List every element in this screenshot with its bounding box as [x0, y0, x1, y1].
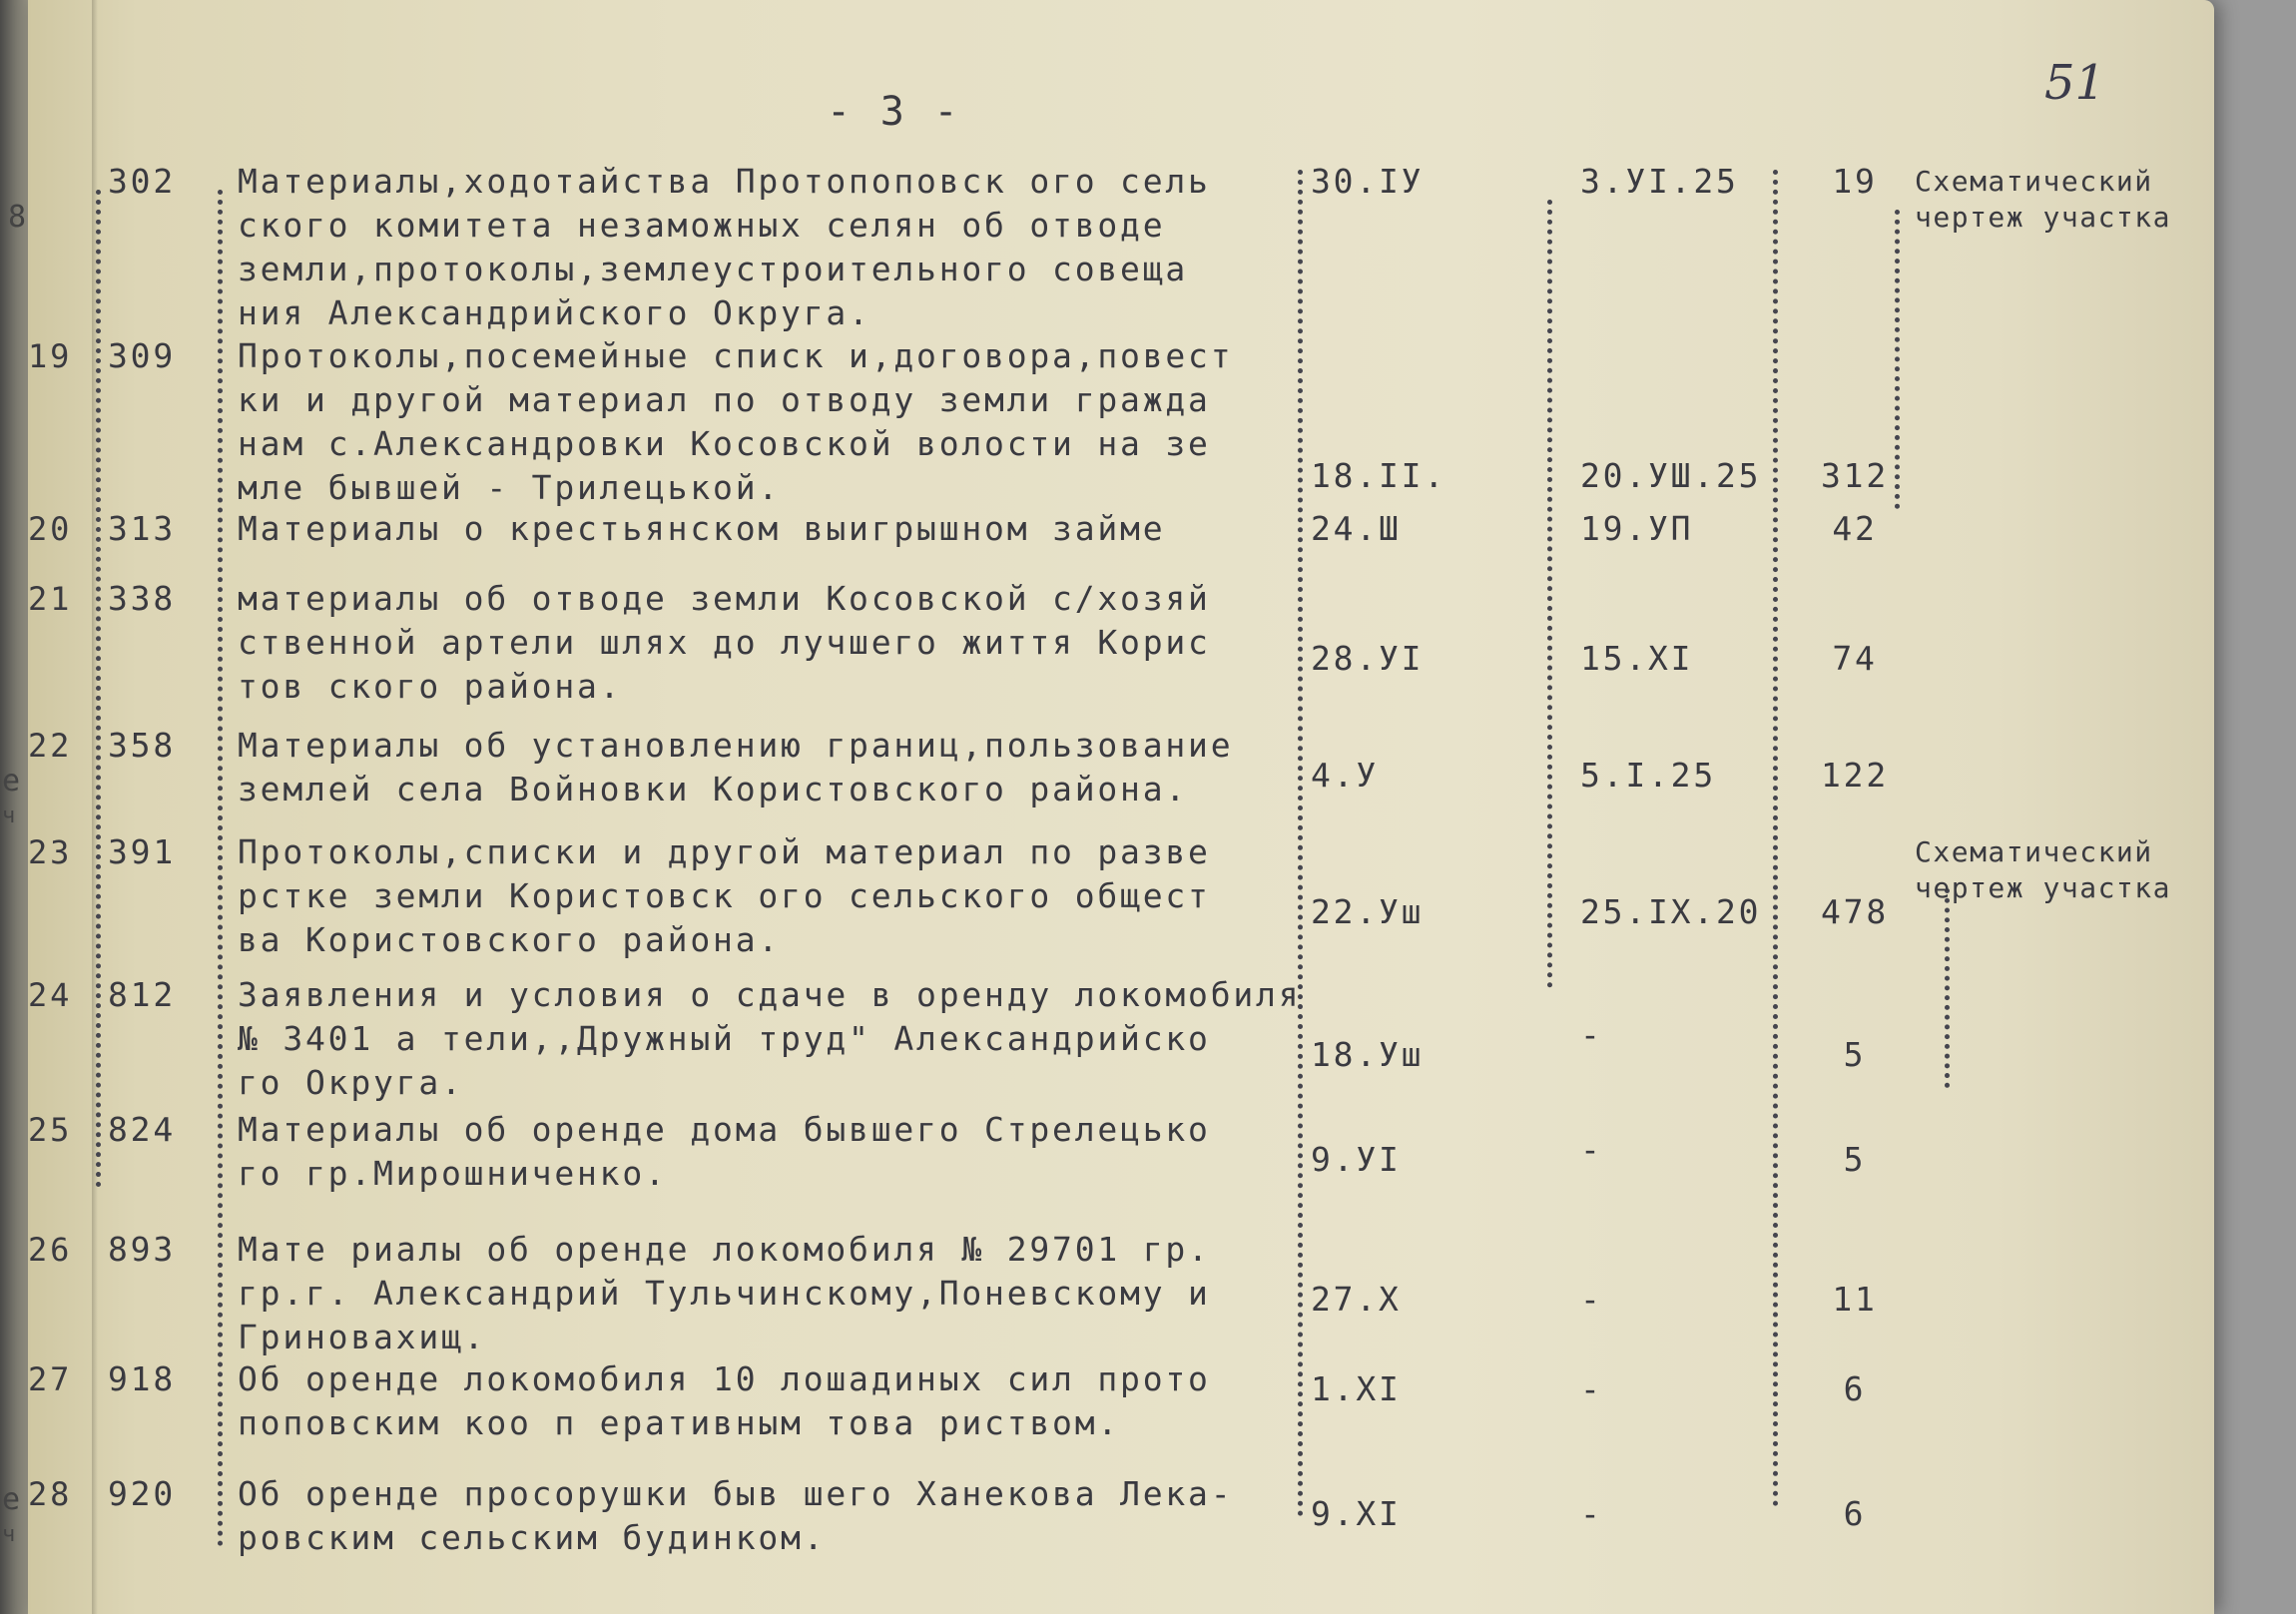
row-start-date: 27.X	[1311, 1280, 1402, 1319]
row-description-line: Материалы об оренде дома бывшего Стрелецько	[238, 1110, 1211, 1149]
row-description-line: Протоколы,списки и другой материал по разве	[238, 832, 1211, 871]
row-start-date: 4.У	[1311, 756, 1380, 795]
edge-mark: e	[2, 764, 21, 799]
row-sheet-count: 5	[1843, 1035, 1867, 1074]
row-sheet-count: 42	[1832, 509, 1878, 548]
row-start-date: 18.Уш	[1311, 1035, 1425, 1074]
row-sheet-count: 6	[1843, 1494, 1867, 1533]
column-separator	[1547, 200, 1552, 988]
row-description-line: Материалы об установлению границ,пользование	[238, 726, 1234, 765]
row-case-number: 812	[108, 975, 177, 1014]
row-note-line: Схематический	[1915, 165, 2153, 198]
row-sheet-count: 19	[1832, 162, 1878, 201]
row-note-line: чертеж участка	[1915, 871, 2172, 904]
row-end-date: 15.XI	[1580, 639, 1694, 678]
row-description-line: Материалы,ходотайства Протопоповск ого сель	[238, 162, 1211, 201]
edge-mark: е	[2, 1482, 21, 1517]
row-end-date: 3.УI.25	[1580, 162, 1739, 201]
row-description-line: го Округа.	[238, 1063, 464, 1102]
row-description-line: Гриновахищ.	[238, 1318, 487, 1356]
row-sequence-number: 26	[28, 1231, 73, 1269]
column-separator	[1773, 170, 1778, 1507]
row-description-line: Мате риалы об оренде локомобиля № 29701 гр.	[238, 1230, 1211, 1269]
row-description-line: тов ского района.	[238, 667, 623, 706]
row-end-date: 20.УШ.25	[1580, 456, 1762, 495]
column-separator	[1895, 210, 1900, 509]
row-description-line: Протоколы,посемейные списк и,договора,повест	[238, 336, 1234, 375]
row-start-date: 9.УI	[1311, 1140, 1402, 1179]
folio-number: 51	[2044, 55, 2106, 111]
column-separator	[1298, 170, 1303, 1517]
row-note-line: Схематический	[1915, 835, 2153, 868]
row-description-line: ровским сельским будинком.	[238, 1518, 827, 1557]
row-sheet-count: 312	[1820, 456, 1889, 495]
row-description-line: мле бывшей - Трилецькой.	[238, 468, 782, 507]
row-start-date: 18.II.	[1311, 456, 1447, 495]
row-sequence-number: 23	[28, 833, 73, 871]
row-sheet-count: 122	[1820, 756, 1889, 795]
row-description-line: Об оренде просорушки быв шего Ханекова Лека-	[238, 1474, 1234, 1513]
row-start-date: 22.Уш	[1311, 892, 1425, 931]
row-case-number: 302	[108, 162, 177, 201]
row-case-number: 920	[108, 1474, 177, 1513]
row-description-line: ния Александрийского Округа.	[238, 293, 871, 332]
row-case-number: 824	[108, 1110, 177, 1149]
row-description-line: ки и другой материал по отводу земли гражда	[238, 380, 1211, 419]
row-description-line: гр.г. Александрий Тульчинскому,Поневскому и	[238, 1274, 1211, 1313]
row-end-date: -	[1580, 1015, 1603, 1054]
row-end-date: -	[1580, 1369, 1603, 1408]
row-start-date: 24.Ш	[1311, 509, 1402, 548]
row-sheet-count: 11	[1832, 1280, 1878, 1319]
edge-mark: 8	[8, 200, 27, 235]
edge-mark: ч	[2, 1522, 16, 1547]
row-end-date: -	[1580, 1130, 1603, 1169]
row-start-date: 1.XI	[1311, 1369, 1402, 1408]
column-separator	[96, 190, 101, 1188]
row-sheet-count: 74	[1832, 639, 1878, 678]
row-sequence-number: 27	[28, 1360, 73, 1398]
row-sheet-count: 6	[1843, 1369, 1867, 1408]
row-description-line: земли,протоколы,землеустроительного совеща	[238, 250, 1189, 288]
row-sequence-number: 20	[28, 510, 73, 548]
row-case-number: 918	[108, 1359, 177, 1398]
row-sequence-number: 24	[28, 976, 73, 1014]
row-start-date: 28.УI	[1311, 639, 1425, 678]
row-case-number: 338	[108, 579, 177, 618]
row-description-line: землей села Войновки Користовского района.	[238, 770, 1189, 808]
row-sequence-number: 21	[28, 580, 73, 618]
row-description-line: № 3401 а тели,,Дружный труд" Александрийско	[238, 1019, 1211, 1058]
row-description-line: поповским коо п еративным това риством.	[238, 1403, 1121, 1442]
row-case-number: 313	[108, 509, 177, 548]
row-end-date: 19.УП	[1580, 509, 1694, 548]
row-description-line: материалы об отводе земли Косовской с/хозяй	[238, 579, 1211, 618]
row-description-line: Заявления и условия о сдаче в оренду локомобиля	[238, 975, 1302, 1014]
row-sheet-count: 478	[1820, 892, 1889, 931]
row-description-line: ственной артели шлях до лучшего життя Корис	[238, 623, 1211, 662]
row-sheet-count: 5	[1843, 1140, 1867, 1179]
row-sequence-number: 28	[28, 1475, 73, 1513]
row-note-line: чертеж участка	[1915, 201, 2172, 234]
row-end-date: 25.IX.20	[1580, 892, 1762, 931]
row-description-line: ского комитета незаможных селян об отводе	[238, 206, 1166, 245]
row-case-number: 391	[108, 832, 177, 871]
row-case-number: 358	[108, 726, 177, 765]
row-case-number: 309	[108, 336, 177, 375]
row-description-line: нам с.Александровки Косовской волости на зе	[238, 424, 1211, 463]
row-case-number: 893	[108, 1230, 177, 1269]
row-end-date: 5.I.25	[1580, 756, 1717, 795]
edge-mark: ч	[2, 804, 16, 828]
row-end-date: -	[1580, 1280, 1603, 1319]
page-header: - 3 -	[827, 89, 961, 135]
row-description-line: Материалы о крестьянском выигрышном займе	[238, 509, 1166, 548]
row-description-line: Об оренде локомобиля 10 лошадиных сил прото	[238, 1359, 1211, 1398]
column-separator	[1945, 888, 1950, 1088]
row-start-date: 30.IУ	[1311, 162, 1425, 201]
row-start-date: 9.XI	[1311, 1494, 1402, 1533]
row-description-line: рстке земли Користовск ого сельского общест	[238, 876, 1211, 915]
document-page	[28, 0, 2214, 1614]
row-sequence-number: 22	[28, 727, 73, 765]
row-sequence-number: 19	[28, 337, 73, 375]
row-description-line: ва Користовского района.	[238, 920, 782, 959]
column-separator	[218, 190, 223, 1547]
row-description-line: го гр.Мирошниченко.	[238, 1154, 668, 1193]
row-end-date: -	[1580, 1494, 1603, 1533]
row-sequence-number: 25	[28, 1111, 73, 1149]
